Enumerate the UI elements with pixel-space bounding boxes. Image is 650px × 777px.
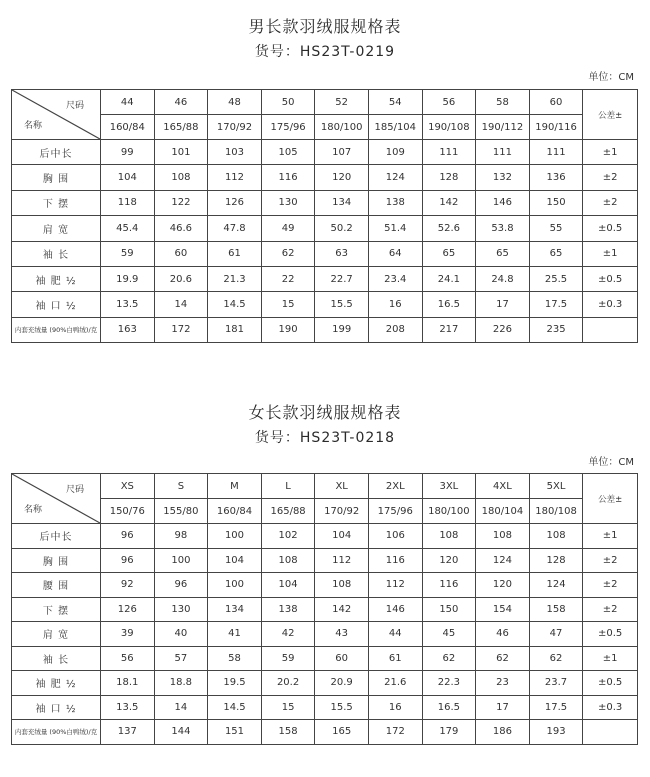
measurement-value: 25.5 <box>529 266 583 291</box>
measurement-value: 14 <box>154 695 208 720</box>
size-label: 2XL <box>368 474 422 499</box>
measurement-row <box>12 622 638 647</box>
measurement-name: 后中长 <box>12 524 101 549</box>
tolerance-value: ±2 <box>583 597 638 622</box>
size-label: 48 <box>208 90 262 115</box>
size-label: 3XL <box>422 474 476 499</box>
measurement-value: 14.5 <box>208 292 262 317</box>
size-label: 46 <box>154 90 208 115</box>
measurement-value: 103 <box>208 140 262 165</box>
measurement-value: 18.8 <box>154 671 208 696</box>
measurement-value: 92 <box>101 573 155 598</box>
measurement-value: 158 <box>261 720 315 745</box>
measurement-value: 14 <box>154 292 208 317</box>
measurement-row <box>12 548 638 573</box>
subsize-label: 180/100 <box>315 115 369 140</box>
tolerance-header: 公差± <box>583 90 638 140</box>
measurement-row <box>12 241 638 266</box>
measurement-value: 122 <box>154 190 208 215</box>
measurement-value: 235 <box>529 317 583 342</box>
tolerance-value <box>583 317 638 342</box>
measurement-value: 132 <box>476 165 530 190</box>
measurement-value: 15 <box>261 292 315 317</box>
measurement-value: 111 <box>529 140 583 165</box>
measurement-value: 126 <box>208 190 262 215</box>
measurement-value: 193 <box>529 720 583 745</box>
tolerance-header: 公差± <box>583 474 638 524</box>
subsize-header-row <box>12 499 638 524</box>
measurement-value: 62 <box>529 646 583 671</box>
corner-name-label: 名称 <box>24 121 43 131</box>
measurement-row <box>12 720 638 745</box>
measurement-row <box>12 597 638 622</box>
measurement-row <box>12 671 638 696</box>
size-label: 50 <box>261 90 315 115</box>
measurement-value: 49 <box>261 216 315 241</box>
measurement-value: 136 <box>529 165 583 190</box>
measurement-value: 96 <box>101 548 155 573</box>
size-label: XL <box>315 474 369 499</box>
measurement-value: 51.4 <box>368 216 422 241</box>
subsize-label: 170/92 <box>315 499 369 524</box>
tolerance-value: ±0.5 <box>583 266 638 291</box>
women-unit-label: 单位：CM <box>588 457 634 468</box>
measurement-value: 99 <box>101 140 155 165</box>
measurement-value: 62 <box>261 241 315 266</box>
measurement-name: 袖 肥 ½ <box>12 266 101 291</box>
measurement-value: 39 <box>101 622 155 647</box>
measurement-value: 23 <box>476 671 530 696</box>
subsize-label: 180/104 <box>476 499 530 524</box>
women-size-table <box>11 473 638 745</box>
size-label: 54 <box>368 90 422 115</box>
subsize-label: 150/76 <box>101 499 155 524</box>
tolerance-value: ±0.5 <box>583 671 638 696</box>
measurement-value: 20.9 <box>315 671 369 696</box>
measurement-name: 内套充绒量 (90%白鸭绒)/克 <box>12 720 101 745</box>
subsize-label: 185/104 <box>368 115 422 140</box>
measurement-value: 108 <box>422 524 476 549</box>
measurement-value: 56 <box>101 646 155 671</box>
measurement-row <box>12 216 638 241</box>
diagonal-divider-icon <box>12 90 100 139</box>
measurement-row <box>12 695 638 720</box>
measurement-value: 142 <box>422 190 476 215</box>
measurement-value: 104 <box>101 165 155 190</box>
measurement-name: 袖 口 ½ <box>12 695 101 720</box>
measurement-name: 袖 口 ½ <box>12 292 101 317</box>
measurement-value: 120 <box>476 573 530 598</box>
measurement-value: 96 <box>101 524 155 549</box>
subsize-label: 175/96 <box>261 115 315 140</box>
measurement-value: 101 <box>154 140 208 165</box>
measurement-value: 52.6 <box>422 216 476 241</box>
measurement-value: 63 <box>315 241 369 266</box>
measurement-value: 13.5 <box>101 292 155 317</box>
measurement-value: 116 <box>368 548 422 573</box>
measurement-name: 袖 肥 ½ <box>12 671 101 696</box>
measurement-name: 肩 宽 <box>12 216 101 241</box>
measurement-value: 124 <box>529 573 583 598</box>
measurement-name: 下 摆 <box>12 190 101 215</box>
measurement-value: 16.5 <box>422 695 476 720</box>
measurement-value: 146 <box>368 597 422 622</box>
subsize-label: 165/88 <box>261 499 315 524</box>
measurement-value: 118 <box>101 190 155 215</box>
size-label: M <box>208 474 262 499</box>
men-size-table <box>11 89 638 343</box>
measurement-value: 186 <box>476 720 530 745</box>
subsize-label: 160/84 <box>208 499 262 524</box>
size-header-row <box>12 474 638 499</box>
measurement-value: 146 <box>476 190 530 215</box>
size-label: 56 <box>422 90 476 115</box>
tolerance-value: ±1 <box>583 241 638 266</box>
tolerance-value <box>583 720 638 745</box>
measurement-value: 45 <box>422 622 476 647</box>
measurement-value: 20.6 <box>154 266 208 291</box>
measurement-value: 47.8 <box>208 216 262 241</box>
measurement-value: 108 <box>315 573 369 598</box>
measurement-value: 55 <box>529 216 583 241</box>
measurement-value: 111 <box>422 140 476 165</box>
measurement-value: 137 <box>101 720 155 745</box>
measurement-name: 胸 围 <box>12 548 101 573</box>
measurement-value: 17.5 <box>529 695 583 720</box>
measurement-value: 96 <box>154 573 208 598</box>
measurement-value: 150 <box>422 597 476 622</box>
size-label: S <box>154 474 208 499</box>
measurement-value: 112 <box>315 548 369 573</box>
measurement-value: 58 <box>208 646 262 671</box>
tolerance-value: ±2 <box>583 165 638 190</box>
measurement-value: 24.1 <box>422 266 476 291</box>
measurement-value: 19.5 <box>208 671 262 696</box>
measurement-row <box>12 524 638 549</box>
measurement-name: 肩 宽 <box>12 622 101 647</box>
measurement-row <box>12 165 638 190</box>
measurement-value: 50.2 <box>315 216 369 241</box>
measurement-value: 24.8 <box>476 266 530 291</box>
size-label: 60 <box>529 90 583 115</box>
measurement-value: 65 <box>422 241 476 266</box>
measurement-value: 22.7 <box>315 266 369 291</box>
measurement-value: 144 <box>154 720 208 745</box>
tolerance-value: ±2 <box>583 548 638 573</box>
measurement-value: 42 <box>261 622 315 647</box>
measurement-value: 21.3 <box>208 266 262 291</box>
measurement-value: 46.6 <box>154 216 208 241</box>
corner-header-cell <box>12 474 101 524</box>
measurement-name: 后中长 <box>12 140 101 165</box>
tolerance-value: ±0.3 <box>583 695 638 720</box>
measurement-value: 172 <box>368 720 422 745</box>
tolerance-value: ±2 <box>583 573 638 598</box>
measurement-value: 142 <box>315 597 369 622</box>
measurement-value: 22.3 <box>422 671 476 696</box>
measurement-value: 108 <box>261 548 315 573</box>
measurement-value: 158 <box>529 597 583 622</box>
corner-size-label: 尺码 <box>65 101 84 111</box>
measurement-value: 47 <box>529 622 583 647</box>
corner-size-label: 尺码 <box>65 485 84 495</box>
tolerance-value: ±1 <box>583 140 638 165</box>
measurement-value: 104 <box>315 524 369 549</box>
measurement-value: 109 <box>368 140 422 165</box>
measurement-value: 108 <box>476 524 530 549</box>
measurement-value: 116 <box>261 165 315 190</box>
measurement-value: 128 <box>422 165 476 190</box>
subsize-label: 180/108 <box>529 499 583 524</box>
measurement-value: 108 <box>154 165 208 190</box>
corner-header-cell <box>12 90 101 140</box>
measurement-name: 下 摆 <box>12 597 101 622</box>
measurement-value: 165 <box>315 720 369 745</box>
measurement-value: 130 <box>154 597 208 622</box>
measurement-row <box>12 292 638 317</box>
measurement-value: 100 <box>208 524 262 549</box>
size-label: 4XL <box>476 474 530 499</box>
measurement-value: 16 <box>368 695 422 720</box>
measurement-value: 120 <box>422 548 476 573</box>
measurement-value: 64 <box>368 241 422 266</box>
measurement-row <box>12 140 638 165</box>
measurement-value: 65 <box>476 241 530 266</box>
tolerance-value: ±1 <box>583 646 638 671</box>
measurement-value: 154 <box>476 597 530 622</box>
measurement-value: 111 <box>476 140 530 165</box>
subsize-label: 160/84 <box>101 115 155 140</box>
measurement-value: 65 <box>529 241 583 266</box>
measurement-value: 105 <box>261 140 315 165</box>
tolerance-value: ±0.3 <box>583 292 638 317</box>
measurement-value: 46 <box>476 622 530 647</box>
measurement-value: 179 <box>422 720 476 745</box>
measurement-value: 15.5 <box>315 695 369 720</box>
measurement-value: 190 <box>261 317 315 342</box>
measurement-value: 43 <box>315 622 369 647</box>
measurement-value: 14.5 <box>208 695 262 720</box>
measurement-value: 150 <box>529 190 583 215</box>
measurement-value: 108 <box>529 524 583 549</box>
measurement-value: 13.5 <box>101 695 155 720</box>
measurement-value: 98 <box>154 524 208 549</box>
measurement-row <box>12 573 638 598</box>
measurement-value: 134 <box>208 597 262 622</box>
measurement-value: 163 <box>101 317 155 342</box>
subsize-label: 190/108 <box>422 115 476 140</box>
tolerance-value: ±0.5 <box>583 622 638 647</box>
measurement-value: 104 <box>208 548 262 573</box>
measurement-value: 17 <box>476 695 530 720</box>
subsize-label: 190/116 <box>529 115 583 140</box>
measurement-row <box>12 190 638 215</box>
measurement-value: 181 <box>208 317 262 342</box>
measurement-name: 内套充绒量 (90%白鸭绒)/克 <box>12 317 101 342</box>
measurement-value: 61 <box>368 646 422 671</box>
measurement-name: 袖 长 <box>12 646 101 671</box>
measurement-value: 62 <box>476 646 530 671</box>
subsize-label: 180/100 <box>422 499 476 524</box>
measurement-value: 59 <box>101 241 155 266</box>
measurement-value: 59 <box>261 646 315 671</box>
measurement-value: 60 <box>154 241 208 266</box>
measurement-value: 16 <box>368 292 422 317</box>
measurement-value: 53.8 <box>476 216 530 241</box>
size-label: XS <box>101 474 155 499</box>
measurement-value: 151 <box>208 720 262 745</box>
measurement-name: 胸 围 <box>12 165 101 190</box>
measurement-value: 120 <box>315 165 369 190</box>
measurement-value: 106 <box>368 524 422 549</box>
size-label: 58 <box>476 90 530 115</box>
measurement-value: 100 <box>208 573 262 598</box>
measurement-value: 23.4 <box>368 266 422 291</box>
subsize-label: 190/112 <box>476 115 530 140</box>
size-label: 44 <box>101 90 155 115</box>
measurement-value: 208 <box>368 317 422 342</box>
subsize-label: 155/80 <box>154 499 208 524</box>
women-chart-title: 女长款羽绒服规格表 <box>248 403 402 422</box>
measurement-value: 15.5 <box>315 292 369 317</box>
size-label: L <box>261 474 315 499</box>
measurement-value: 112 <box>368 573 422 598</box>
size-label: 52 <box>315 90 369 115</box>
measurement-value: 44 <box>368 622 422 647</box>
measurement-value: 130 <box>261 190 315 215</box>
measurement-value: 17.5 <box>529 292 583 317</box>
measurement-value: 128 <box>529 548 583 573</box>
measurement-name: 腰 围 <box>12 573 101 598</box>
women-product-code: 货号：HS23T-0218 <box>254 430 396 446</box>
measurement-value: 116 <box>422 573 476 598</box>
measurement-value: 104 <box>261 573 315 598</box>
measurement-value: 138 <box>368 190 422 215</box>
measurement-value: 100 <box>154 548 208 573</box>
measurement-value: 124 <box>476 548 530 573</box>
measurement-value: 17 <box>476 292 530 317</box>
measurement-value: 16.5 <box>422 292 476 317</box>
measurement-name: 袖 长 <box>12 241 101 266</box>
measurement-value: 15 <box>261 695 315 720</box>
measurement-value: 134 <box>315 190 369 215</box>
measurement-value: 226 <box>476 317 530 342</box>
measurement-value: 102 <box>261 524 315 549</box>
subsize-label: 175/96 <box>368 499 422 524</box>
measurement-row <box>12 266 638 291</box>
tolerance-value: ±2 <box>583 190 638 215</box>
measurement-value: 112 <box>208 165 262 190</box>
tolerance-value: ±0.5 <box>583 216 638 241</box>
diagonal-divider-icon <box>12 474 100 523</box>
subsize-label: 170/92 <box>208 115 262 140</box>
measurement-value: 41 <box>208 622 262 647</box>
corner-name-label: 名称 <box>24 505 43 515</box>
measurement-value: 60 <box>315 646 369 671</box>
measurement-value: 62 <box>422 646 476 671</box>
size-header-row <box>12 90 638 115</box>
measurement-value: 57 <box>154 646 208 671</box>
measurement-value: 61 <box>208 241 262 266</box>
subsize-header-row <box>12 115 638 140</box>
measurement-value: 45.4 <box>101 216 155 241</box>
measurement-value: 18.1 <box>101 671 155 696</box>
measurement-row <box>12 317 638 342</box>
measurement-value: 172 <box>154 317 208 342</box>
measurement-value: 22 <box>261 266 315 291</box>
men-unit-label: 单位：CM <box>588 72 634 83</box>
tolerance-value: ±1 <box>583 524 638 549</box>
measurement-value: 20.2 <box>261 671 315 696</box>
measurement-value: 107 <box>315 140 369 165</box>
measurement-value: 217 <box>422 317 476 342</box>
measurement-value: 23.7 <box>529 671 583 696</box>
men-chart-title: 男长款羽绒服规格表 <box>248 17 402 36</box>
measurement-value: 138 <box>261 597 315 622</box>
size-label: 5XL <box>529 474 583 499</box>
men-product-code: 货号：HS23T-0219 <box>254 44 396 60</box>
measurement-value: 40 <box>154 622 208 647</box>
measurement-value: 21.6 <box>368 671 422 696</box>
measurement-value: 199 <box>315 317 369 342</box>
measurement-value: 124 <box>368 165 422 190</box>
measurement-value: 19.9 <box>101 266 155 291</box>
measurement-value: 126 <box>101 597 155 622</box>
measurement-row <box>12 646 638 671</box>
subsize-label: 165/88 <box>154 115 208 140</box>
